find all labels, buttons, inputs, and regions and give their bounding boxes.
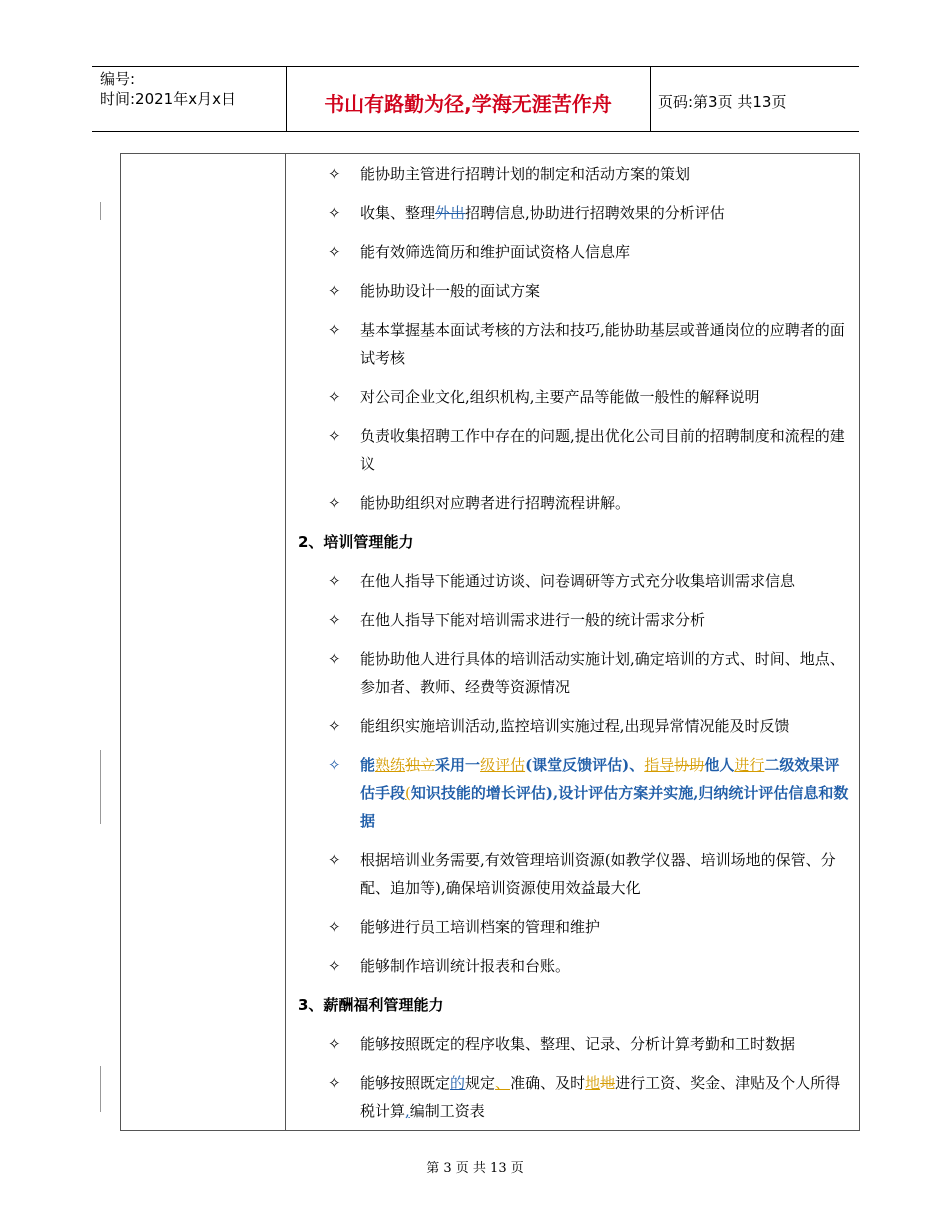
list-item: ✧ 能组织实施培训活动,监控培训实施过程,出现异常情况能及时反馈 (298, 712, 853, 740)
header-divider-right (650, 66, 651, 132)
list-item: ✧ 能够按照既定的程序收集、整理、记录、分析计算考勤和工时数据 (298, 1030, 853, 1058)
revision-margin-mark (100, 750, 101, 824)
header-top-rule (92, 66, 859, 67)
list-item: ✧ 根据培训业务需要,有效管理培训资源(如教学仪器、培训场地的保管、分配、追加等),确保培训资源使用效益最大化 (298, 846, 853, 902)
diamond-bullet-icon: ✧ (328, 611, 341, 629)
list-item-revised: ✧ 能熟练独立采用一级评估(课堂反馈评估)、指导协助他人进行二级效果评估手段(知识技能的增长评估),设计评估方案并实施,归纳统计评估信息和数据 (298, 751, 853, 835)
diamond-bullet-icon: ✧ (328, 388, 341, 406)
table-column-divider (285, 153, 286, 1131)
diamond-bullet-icon: ✧ (328, 321, 341, 339)
diamond-bullet-icon: ✧ (328, 243, 341, 261)
list-item: ✧ 能够进行员工培训档案的管理和维护 (298, 913, 853, 941)
time-label: 时间:2021年x月x日 (100, 90, 236, 108)
diamond-bullet-icon: ✧ (328, 918, 341, 936)
deleted-text: 地 (600, 1074, 616, 1092)
section-title-training: 2、培训管理能力 (298, 533, 414, 551)
header-divider-left (286, 66, 287, 132)
list-item: ✧ 能够制作培训统计报表和台账。 (298, 952, 853, 980)
inserted-text: ( (405, 784, 411, 802)
inserted-text: 熟练 (375, 756, 406, 774)
header-bottom-rule (92, 131, 859, 132)
deleted-text: 协助 (674, 756, 705, 774)
list-item: ✧ 收集、整理外出招聘信息,协助进行招聘效果的分析评估 (298, 199, 853, 227)
diamond-bullet-icon: ✧ (328, 494, 341, 512)
header-page-label: 页码:第3页 共13页 (658, 93, 787, 111)
list-item: ✧ 能有效筛选简历和维护面试资格人信息库 (298, 238, 853, 266)
deleted-text: 外出 (435, 204, 466, 222)
revision-margin-mark (100, 1066, 101, 1112)
list-item: ✧ 能协助组织对应聘者进行招聘流程讲解。 (298, 489, 853, 517)
diamond-bullet-icon: ✧ (328, 204, 341, 222)
diamond-bullet-icon: ✧ (328, 756, 341, 774)
list-item: ✧ 基本掌握基本面试考核的方法和技巧,能协助基层或普通岗位的应聘者的面试考核 (298, 316, 853, 372)
inserted-text: 地 (585, 1074, 601, 1092)
list-item: ✧ 负责收集招聘工作中存在的问题,提出优化公司目前的招聘制度和流程的建议 (298, 422, 853, 478)
deleted-text: 独立 (405, 756, 436, 774)
list-item-revised: ✧ 能够按照既定的规定、准确、及时地地进行工资、奖金、津贴及个人所得税计算,编制工资表 (298, 1069, 853, 1125)
list-item: ✧ 能协助他人进行具体的培训活动实施计划,确定培训的方式、时间、地点、参加者、教师、经费等资源情况 (298, 645, 853, 701)
list-item: ✧ 在他人指导下能通过访谈、问卷调研等方式充分收集培训需求信息 (298, 567, 853, 595)
diamond-bullet-icon: ✧ (328, 957, 341, 975)
list-item: ✧ 能协助主管进行招聘计划的制定和活动方案的策划 (298, 160, 853, 188)
inserted-text: 级评估 (480, 756, 526, 774)
header-motto: 书山有路勤为径,学海无涯苦作舟 (324, 92, 612, 116)
list-item: ✧ 对公司企业文化,组织机构,主要产品等能做一般性的解释说明 (298, 383, 853, 411)
list-item: ✧ 在他人指导下能对培训需求进行一般的统计需求分析 (298, 606, 853, 634)
diamond-bullet-icon: ✧ (328, 165, 341, 183)
diamond-bullet-icon: ✧ (328, 650, 341, 668)
diamond-bullet-icon: ✧ (328, 851, 341, 869)
revision-margin-mark (100, 202, 101, 220)
diamond-bullet-icon: ✧ (328, 1035, 341, 1053)
inserted-text: , (405, 1102, 410, 1120)
document-content (298, 160, 853, 1136)
inserted-text: 进行 (734, 756, 765, 774)
diamond-bullet-icon: ✧ (328, 572, 341, 590)
diamond-bullet-icon: ✧ (328, 717, 341, 735)
inserted-text: 指导 (644, 756, 675, 774)
number-label: 编号: (100, 70, 136, 88)
diamond-bullet-icon: ✧ (328, 282, 341, 300)
header-meta (100, 69, 236, 109)
inserted-text: 、 (495, 1074, 511, 1092)
diamond-bullet-icon: ✧ (328, 1074, 341, 1092)
list-item: ✧ 能协助设计一般的面试方案 (298, 277, 853, 305)
page-footer: 第 3 页 共 13 页 (426, 1161, 524, 1176)
inserted-text: 的 (450, 1074, 466, 1092)
diamond-bullet-icon: ✧ (328, 427, 341, 445)
section-title-salary: 3、薪酬福利管理能力 (298, 996, 444, 1014)
